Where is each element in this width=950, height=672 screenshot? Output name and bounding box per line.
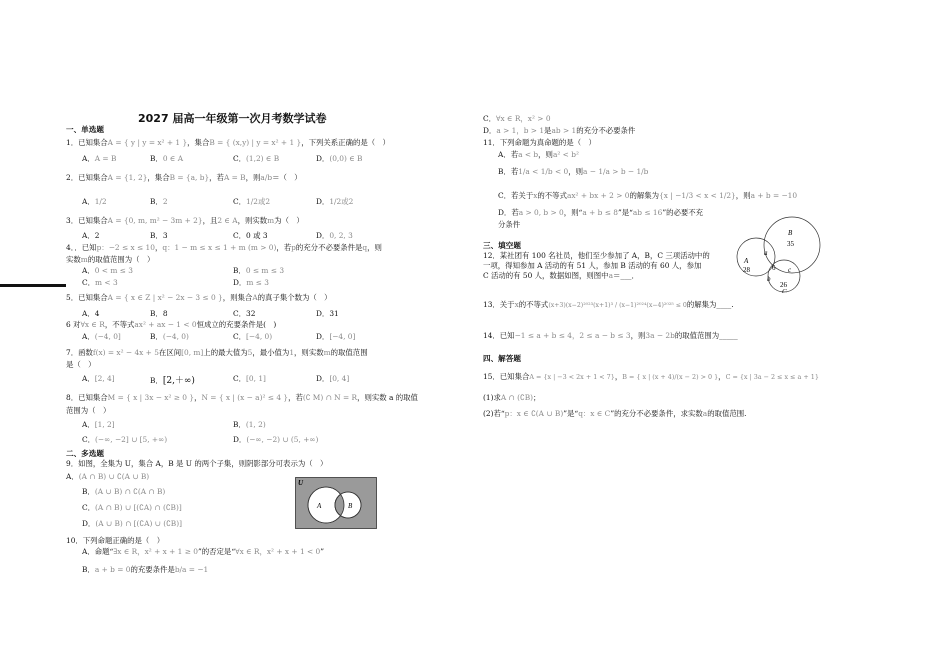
- q2-option-a[interactable]: A．1/2: [82, 197, 107, 206]
- q3-option-b[interactable]: B．3: [150, 231, 168, 240]
- q11-option-a[interactable]: A．若a < b，则a² < b²: [498, 150, 579, 159]
- question-2: 2．已知集合A = {1, 2}，集合B = {a, b}，若A = B，则a/b＝（ ）: [66, 173, 302, 182]
- q9-option-c[interactable]: C．(A ∩ B) ∪ [(∁A) ∩ (∁B)]: [82, 503, 182, 512]
- value-26: 26: [780, 281, 787, 289]
- q11-option-c[interactable]: C．若关于x的不等式ax² + bx + 2 > 0的解集为{x | −1/3 < x < 1/2}，则a + b = −10: [498, 191, 798, 200]
- q3-option-c[interactable]: C．0 或 3: [233, 231, 268, 240]
- venn-diagram-q9: [295, 477, 377, 529]
- q8-option-b[interactable]: B．(1, 2): [233, 420, 266, 429]
- q5-option-d[interactable]: D．31: [316, 309, 339, 318]
- q10-option-a[interactable]: A．命题“∃x ∈ R，x² + x + 1 ≥ 0”的否定是“∀x ∈ R，x² + x + 1 < 0”: [82, 547, 325, 556]
- question-12-line2: 一项，得知参加 A 活动的有 51 人，参加 B 活动的有 60 人，参加: [483, 261, 702, 270]
- value-b: b: [767, 275, 771, 283]
- question-15: 15．已知集合A = {x | −3 < 2x + 1 < 7}，B = { x | (x + 4)/(x − 2) > 0 }，C = {x | 3a − 2 ≤ x ≤ a + 1}: [483, 372, 819, 381]
- q7-option-b[interactable]: B．[2,＋∞): [150, 376, 195, 386]
- q7-option-c[interactable]: C．[0, 1]: [233, 374, 266, 383]
- q2-option-b[interactable]: B．2: [150, 197, 168, 206]
- question-3: 3．已知集合A = {0, m, m² − 3m + 2}，且2 ∈ A，则实数m为（ ）: [66, 216, 304, 225]
- question-12-line3: C 活动的有 50 人，数据如图，则图中a＝___．: [483, 271, 639, 280]
- question-6: 6 对∀x ∈ R，不等式ax² + ax − 1 < 0恒成立的充要条件是( ): [66, 320, 277, 329]
- q4-option-c[interactable]: C．m < 3: [82, 278, 118, 287]
- question-10: 10．下列命题正确的是（ ）: [66, 536, 165, 545]
- q4-option-d[interactable]: D．m ≤ 3: [233, 278, 269, 287]
- q11-option-d[interactable]: D．若a > 0, b > 0，则“a + b ≤ 8”是“ab ≤ 16”的必要不充: [498, 208, 704, 217]
- venn-label-a: A: [317, 502, 322, 510]
- section-fill: 三、填空题: [483, 241, 521, 250]
- question-11: 11．下列命题为真命题的是（ ）: [483, 138, 596, 147]
- label-a: A: [744, 257, 749, 265]
- q5-option-a[interactable]: A．4: [82, 309, 100, 318]
- value-28: 28: [743, 266, 750, 274]
- question-7-line2: 是（ ）: [66, 360, 96, 369]
- q9-option-b[interactable]: B．(A ∪ B) ∩ ∁(A ∩ B): [82, 487, 166, 496]
- q11-option-b[interactable]: B．若1/a < 1/b < 0，则a − 1/a > b − 1/b: [498, 167, 649, 176]
- q6-option-c[interactable]: C．[−4, 0): [233, 332, 273, 341]
- q3-option-d[interactable]: D．0, 2, 3: [316, 231, 353, 240]
- question-15-part-1: (1)求A ∩ (∁B)；: [483, 393, 541, 402]
- section-answer: 四、解答题: [483, 354, 521, 363]
- q3-option-a[interactable]: A．2: [82, 231, 100, 240]
- question-4-line2: 实数m的取值范围为（ ）: [66, 255, 155, 264]
- q2-option-c[interactable]: C．1/2或2: [233, 197, 271, 206]
- question-12: 12．某社团有 100 名社员，他们至少参加了 A，B，C 三项活动中的: [483, 251, 710, 260]
- q7-option-a[interactable]: A．[2, 4]: [82, 374, 115, 383]
- q1-option-b[interactable]: B．0 ∈ A: [150, 154, 184, 163]
- q10-option-c[interactable]: C．∀x ∈ R，x² > 0: [483, 114, 551, 123]
- margin-bar: [0, 284, 66, 287]
- q2-option-d[interactable]: D．1/2或2: [316, 197, 354, 206]
- venn-diagram-q12: [734, 215, 828, 293]
- question-7: 7．函数f(x) = x² − 4x + 5在区间[0, m]上的最大值为5，最小值为1，则实数m的取值范围: [66, 348, 368, 357]
- q5-option-c[interactable]: C．32: [233, 309, 256, 318]
- question-9: 9．如图，全集为 U，集合 A，B 是 U 的两个子集，则阴影部分可表示为（ ）: [66, 459, 328, 468]
- q1-option-a[interactable]: A．A = B: [82, 154, 117, 163]
- q7-option-d[interactable]: D．[0, 4]: [316, 374, 350, 383]
- q10-option-b[interactable]: B．a + b = 0的充要条件是b/a = −1: [82, 565, 209, 574]
- q4-option-a[interactable]: A．0 < m ≤ 3: [82, 266, 133, 275]
- q4-option-b[interactable]: B．0 ≤ m ≤ 3: [233, 266, 285, 275]
- question-13: 13．关于x的不等式(x+3)(x−2)²⁰²³(x+1)³ / (x−1)²⁰²⁴(x−4)²⁰²⁵ ≤ 0的解集为____.: [483, 300, 734, 309]
- q8-option-a[interactable]: A．[1, 2]: [82, 420, 115, 429]
- q1-option-c[interactable]: C．(1,2) ∈ B: [233, 154, 280, 163]
- section-single: 一、单选题: [66, 125, 104, 134]
- q11-option-d-line2: 分条件: [498, 220, 521, 229]
- value-a: a: [764, 249, 768, 257]
- value-35: 35: [787, 240, 794, 248]
- q6-option-a[interactable]: A．(−4, 0]: [82, 332, 121, 341]
- value-c: c: [788, 266, 792, 274]
- q10-option-d[interactable]: D．a > 1，b > 1是ab > 1的充分不必要条件: [483, 126, 636, 135]
- question-8-line2: 范围为（ ）: [66, 406, 111, 415]
- value-6: 6: [772, 264, 776, 272]
- venn-label-u: U: [298, 479, 304, 487]
- section-multi: 二、多选题: [66, 449, 104, 458]
- q9-option-a[interactable]: A．(A ∩ B) ∪ ∁(A ∪ B): [66, 472, 150, 481]
- q1-option-d[interactable]: D．(0,0) ∈ B: [316, 154, 363, 163]
- q6-option-d[interactable]: D．[−4, 0]: [316, 332, 356, 341]
- label-c: C: [782, 288, 787, 293]
- question-14: 14．已知−1 ≤ a + b ≤ 4，2 ≤ a − b ≤ 3，则3a − 2b的取值范围为_____: [483, 331, 738, 340]
- page-title: 2027 届高一年级第一次月考数学试卷: [138, 112, 327, 125]
- q9-option-d[interactable]: D．(A ∪ B) ∩ [(∁A) ∪ (∁B)]: [82, 519, 183, 528]
- q8-option-c[interactable]: C．(−∞, −2] ∪ [5, +∞): [82, 435, 168, 444]
- question-5: 5．已知集合A = { x ∈ Z | x² − 2x − 3 ≤ 0 }，则集合A的真子集个数为（ ）: [66, 293, 332, 302]
- question-8: 8．已知集合M = { x | 3x − x² ≥ 0 }，N = { x | (x − a)² ≤ 4 }，若(∁ M) ∩ N = R，则实数 a 的取值: [66, 393, 418, 402]
- q8-option-d[interactable]: D．(−∞, −2) ∪ (5, +∞): [233, 435, 319, 444]
- q5-option-b[interactable]: B．8: [150, 309, 168, 318]
- venn-label-b: B: [348, 502, 353, 510]
- label-b: B: [788, 229, 793, 237]
- question-1: 1．已知集合A = { y | y = x² + 1 }，集合B = { (x,y) | y = x² + 1 }，下列关系正确的是（ ）: [66, 138, 390, 147]
- q6-option-b[interactable]: B．(−4, 0): [150, 332, 189, 341]
- question-15-part-2: (2)若“p：x ∈ ∁(A ∪ B)”是“q：x ∈ C”的充分不必要条件，求实数a的取值范围.: [483, 409, 747, 418]
- question-4: 4．．已知p：−2 ≤ x ≤ 10，q：1 − m ≤ x ≤ 1 + m (m > 0)，若p的充分不必要条件是q，则: [66, 243, 382, 252]
